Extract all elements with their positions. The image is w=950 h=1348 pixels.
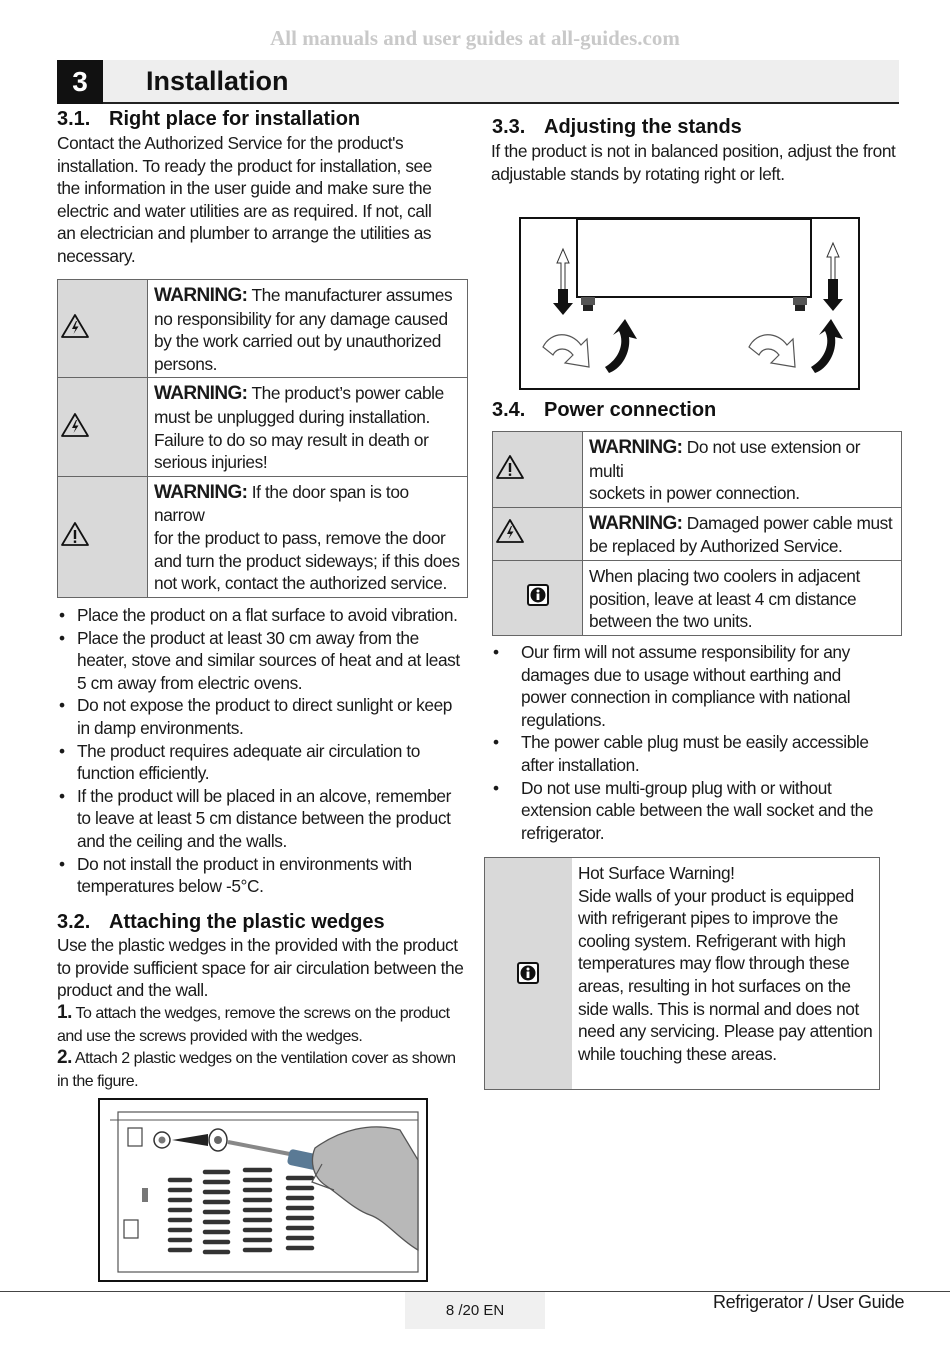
list-item <box>57 853 477 898</box>
text-line: 5 cm away from electric ovens. <box>77 672 303 693</box>
text-line: Damaged power cable must <box>682 512 893 533</box>
chapter-number: 3 <box>57 60 103 104</box>
text-line: Use the plastic wedges in the provided with the product <box>57 935 458 955</box>
warning-label: WARNING: <box>154 383 248 405</box>
text-line: by the work carried out by unauthorized <box>154 331 441 352</box>
text-line: in damp environments. <box>77 717 244 738</box>
section-3-2-intro <box>57 934 477 1002</box>
warning-icon-cell <box>58 476 148 597</box>
text-line: areas, resulting in hot surfaces on the <box>578 975 851 996</box>
step-2 <box>57 1047 477 1093</box>
electric-hazard-icon <box>495 518 525 544</box>
section-title: Power connection <box>544 399 717 421</box>
section-3-2-heading <box>57 911 385 934</box>
text-line: • Place the product on a flat surface to avoid vibration. <box>77 605 458 625</box>
warning-text <box>148 280 468 378</box>
electric-hazard-icon <box>60 412 90 438</box>
list-item <box>57 604 477 627</box>
caution-icon <box>495 454 525 480</box>
text-line: Hot Surface Warning! <box>578 863 735 883</box>
text-line: damages due to usage without earthing and <box>521 664 841 685</box>
warning-text <box>148 378 468 476</box>
warning-table-3-1 <box>57 279 468 598</box>
wedge-illustration <box>100 1100 426 1280</box>
text-line: function efficiently. <box>77 763 210 784</box>
list-item <box>491 731 901 776</box>
text-line: regulations. <box>521 709 606 730</box>
text-line: and use the screws provided with the wedges. <box>57 1027 363 1045</box>
watermark: All manuals and user guides at all-guides.com <box>270 26 680 50</box>
warning-icon-cell <box>58 378 148 476</box>
electric-hazard-icon <box>60 313 90 339</box>
text-line: heater, stove and similar sources of heat and at least <box>77 650 460 671</box>
section-3-4-heading <box>492 399 716 422</box>
chapter-title: Installation <box>146 66 289 96</box>
text-line: When placing two coolers in adjacent <box>589 565 860 586</box>
text-line: between the two units. <box>589 611 753 632</box>
step-number: 1. <box>57 1002 72 1023</box>
text-line: sockets in power connection. <box>589 483 800 504</box>
text-line: If the door span is too narrow <box>154 481 409 526</box>
info-icon <box>517 962 539 984</box>
warning-label: WARNING: <box>154 481 248 503</box>
text-line: To attach the wedges, remove the screws on the product <box>71 1005 450 1022</box>
footer-guide-title: Refrigerator / User Guide <box>713 1292 905 1312</box>
text-line: • Do not install the product in environments with <box>77 853 412 874</box>
list-item <box>57 627 477 695</box>
text-line: in the figure. <box>57 1072 139 1090</box>
section-number: 3.3. <box>492 116 526 138</box>
text-line: with refrigerant pipes to improve the <box>578 908 838 929</box>
text-line: an electrician and plumber to arrange the utilities as <box>57 223 432 244</box>
text-line: and the ceiling and the walls. <box>77 830 287 851</box>
text-line: for the product to pass, remove the door <box>154 527 446 548</box>
text-line: The product’s power cable <box>247 383 444 404</box>
hot-surface-text <box>578 862 876 1065</box>
text-line: and turn the product sideways; if this does <box>154 550 460 571</box>
list-item <box>57 785 477 853</box>
section-title: Adjusting the stands <box>544 116 742 138</box>
text-line: power connection in compliance with national <box>521 687 851 708</box>
text-line: product and the wall. <box>57 980 209 1001</box>
text-line: while touching these areas. <box>578 1043 777 1064</box>
list-item <box>491 777 901 845</box>
step-number: 2. <box>57 1047 72 1068</box>
warning-icon-cell <box>58 280 148 378</box>
section-title: Attaching the plastic wedges <box>109 911 385 933</box>
text-line: • If the product will be placed in an alcove, remember <box>77 785 451 806</box>
text-line: to leave at least 5 cm distance between the product <box>77 808 451 829</box>
section-3-3-heading <box>492 116 742 139</box>
section-3-1-intro <box>57 132 477 268</box>
text-line: refrigerator. <box>521 822 605 843</box>
section-number: 3.1. <box>57 108 91 130</box>
warning-icon-cell <box>493 432 583 508</box>
text-line: Failure to do so may result in death or <box>154 429 429 450</box>
list-item <box>491 641 901 731</box>
section-3-3-intro <box>491 140 901 185</box>
warning-label: WARNING: <box>589 512 683 534</box>
text-line: must be unplugged during installation. <box>154 406 430 427</box>
text-line: • Place the product at least 30 cm away from the <box>77 627 419 648</box>
warning-table-3-4 <box>492 431 902 636</box>
warning-label: WARNING: <box>589 437 683 458</box>
text-line: necessary. <box>57 245 136 266</box>
warning-icon-cell <box>493 507 583 560</box>
text-line: cooling system. Refrigerant with high <box>578 930 846 951</box>
text-line: • The product requires adequate air circulation to <box>77 740 420 761</box>
text-line: to provide sufficient space for air circulation between the <box>57 957 464 978</box>
text-line: serious injuries! <box>154 452 268 473</box>
text-line: be replaced by Authorized Service. <box>589 536 843 557</box>
text-line: position, leave at least 4 cm distance <box>589 588 857 609</box>
hot-surface-warning-box <box>484 857 880 1090</box>
section-3-1-heading <box>57 108 360 131</box>
text-line: not work, contact the authorized service. <box>154 573 447 594</box>
text-line: adjustable stands by rotating right or left. <box>491 163 785 184</box>
text-line: • Our firm will not assume responsibility for any <box>521 642 850 662</box>
text-line: • Do not use multi-group plug with or without <box>521 777 832 798</box>
info-icon <box>527 584 549 606</box>
placement-bullet-list <box>57 604 477 898</box>
page-number: 8 /20 EN <box>405 1292 545 1329</box>
text-line: no responsibility for any damage caused <box>154 308 448 329</box>
text-line: extension cable between the wall socket and the <box>521 800 874 821</box>
warning-label: WARNING: <box>154 285 248 306</box>
text-line: Do not use extension or multi <box>589 437 861 481</box>
text-line: Attach 2 plastic wedges on the ventilation cover as shown <box>71 1050 456 1067</box>
text-line: persons. <box>154 353 218 374</box>
note-text <box>583 560 902 635</box>
text-line: installation. To ready the product for installation, see <box>57 155 432 176</box>
text-line: Contact the Authorized Service for the product's <box>57 133 404 153</box>
section-number: 3.2. <box>57 911 91 933</box>
step-1 <box>57 1002 477 1048</box>
text-line: the information in the user guide and make sure the <box>57 178 432 199</box>
text-line: temperatures below -5°C. <box>77 876 264 897</box>
warning-text <box>583 507 902 560</box>
info-icon-cell <box>485 858 572 1089</box>
text-line: If the product is not in balanced position, adjust the front <box>491 141 896 161</box>
wedge-attachment-figure <box>98 1098 428 1282</box>
text-line: temperatures may flow through these <box>578 953 850 974</box>
list-item <box>57 740 477 785</box>
list-item <box>57 694 477 739</box>
warning-text <box>583 432 902 508</box>
info-icon-cell <box>493 560 583 635</box>
text-line: after installation. <box>521 754 640 775</box>
text-line: • The power cable plug must be easily accessible <box>521 732 869 753</box>
text-line: need any servicing. Please pay attention <box>578 1021 873 1042</box>
adjusting-stands-figure <box>519 217 860 390</box>
text-line: The manufacturer assumes <box>247 285 453 305</box>
section-number: 3.4. <box>492 399 526 421</box>
stands-illustration <box>521 219 858 388</box>
power-bullet-list <box>491 641 901 844</box>
text-line: electric and water utilities are as required. If not, call <box>57 200 432 221</box>
caution-icon <box>60 521 90 547</box>
text-line: side walls. This is normal and does not <box>578 998 859 1019</box>
warning-text <box>148 476 468 597</box>
text-line: Side walls of your product is equipped <box>578 885 854 906</box>
text-line: • Do not expose the product to direct sunlight or keep <box>77 695 452 716</box>
section-title: Right place for installation <box>109 108 361 130</box>
